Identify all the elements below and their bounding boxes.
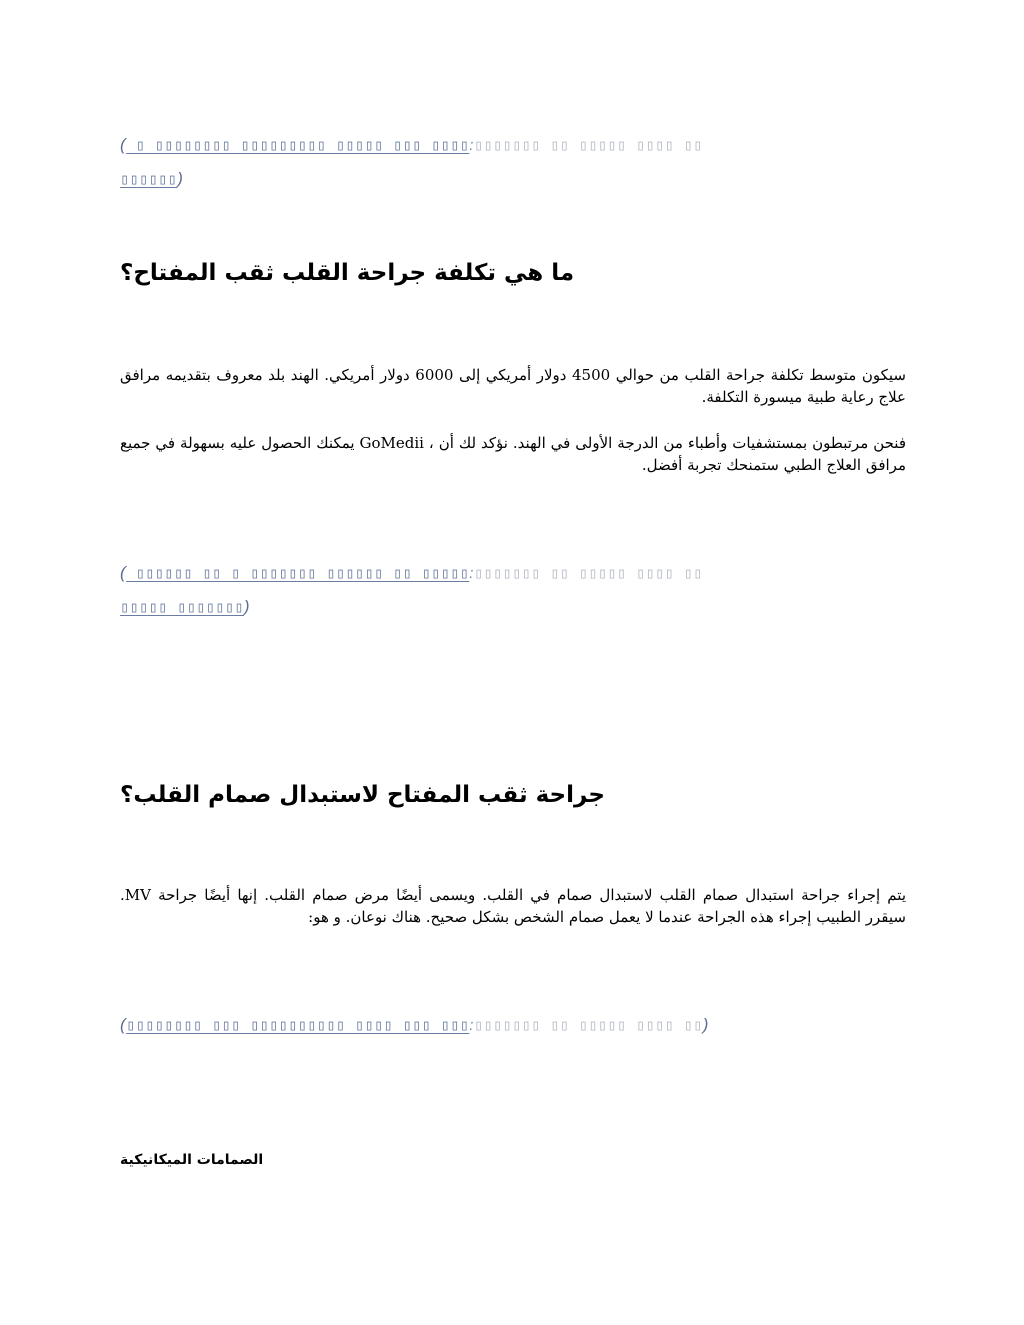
- reference-link-block-1: [120, 128, 906, 196]
- reference-link-line: [120, 556, 906, 590]
- subheading-wrap: [120, 1152, 906, 1168]
- reference-link-block-3: [120, 1008, 906, 1042]
- reference-link[interactable]: ▯ ▯▯▯▯▯▯▯▯ ▯▯▯▯▯▯▯▯▯ ▯▯▯▯▯ ▯▯▯ ▯▯▯▯: [126, 136, 470, 154]
- paragraph-text: فنحن مرتبطون بمستشفيات وأطباء من الدرجة الأولى في الهند. نؤكد لك أن ، GoMedii يمكنك الحصول عليه بسهولة في جميع مرافق العلاج الطبي ستمنحك تجربة أفضل.: [120, 434, 906, 474]
- reference-link-continued[interactable]: ▯▯▯▯▯▯: [120, 170, 178, 188]
- section-heading-cost: ما هي تكلفة جراحة القلب ثقب المفتاح؟: [120, 260, 575, 286]
- paragraph-text: يتم إجراء جراحة استبدال صمام القلب لاستبدال صمام في القلب. ويسمى أيضًا مرض صمام القلب. إنها أيضًا جراحة MV. سيقرر الطبيب إجراء هذه الجراحة عندما لا يعمل صمام الشخص بشكل صحيح. هناك نوعان. و هو:: [120, 886, 906, 926]
- close-paren: ): [177, 169, 184, 188]
- reference-link-line: [120, 128, 906, 162]
- link-caption: ▯▯▯▯▯▯▯ ▯▯ ▯▯▯▯▯ ▯▯▯▯ ▯▯: [473, 1016, 703, 1034]
- section-heading-wrap: [120, 260, 906, 286]
- open-paren: (: [120, 563, 127, 582]
- reference-link-continued[interactable]: ▯▯▯▯▯ ▯▯▯▯▯▯▯: [120, 598, 244, 616]
- reference-link-block-2: [120, 556, 906, 624]
- open-paren: (: [120, 1015, 127, 1034]
- paragraph-gomedii: [120, 432, 906, 476]
- open-paren: (: [120, 135, 127, 154]
- reference-link-line: [120, 1008, 906, 1042]
- link-separator: :: [469, 137, 474, 154]
- subheading-mechanical-valves: الصمامات الميكانيكية: [120, 1152, 264, 1168]
- reference-link-line-2: [120, 162, 906, 196]
- reference-link[interactable]: ▯▯▯▯▯▯ ▯▯ ▯ ▯▯▯▯▯▯▯ ▯▯▯▯▯▯ ▯▯ ▯▯▯▯▯: [126, 564, 470, 582]
- section-heading-valve: جراحة ثقب المفتاح لاستبدال صمام القلب؟: [120, 782, 605, 808]
- paragraph-text: سيكون متوسط تكلفة جراحة القلب من حوالي 4500 دولار أمريكي إلى 6000 دولار أمريكي. الهند بلد معروف بتقديمه مرافق علاج رعاية طبية ميسورة التكلفة.: [120, 366, 906, 406]
- reference-link[interactable]: ▯▯▯▯▯▯▯▯ ▯▯▯ ▯▯▯▯▯▯▯▯▯▯ ▯▯▯▯ ▯▯▯ ▯▯▯: [126, 1016, 470, 1034]
- link-separator: :: [469, 1017, 474, 1034]
- link-caption: ▯▯▯▯▯▯▯ ▯▯ ▯▯▯▯▯ ▯▯▯▯ ▯▯: [473, 136, 703, 154]
- close-paren: ): [243, 597, 251, 616]
- link-caption: ▯▯▯▯▯▯▯ ▯▯ ▯▯▯▯▯ ▯▯▯▯ ▯▯: [473, 564, 703, 582]
- reference-link-line-2: [120, 590, 906, 624]
- paragraph-cost: [120, 364, 906, 408]
- paragraph-valve: [120, 884, 906, 928]
- link-separator: :: [469, 565, 474, 582]
- close-paren: ): [702, 1015, 709, 1034]
- section-heading-wrap: [120, 782, 906, 808]
